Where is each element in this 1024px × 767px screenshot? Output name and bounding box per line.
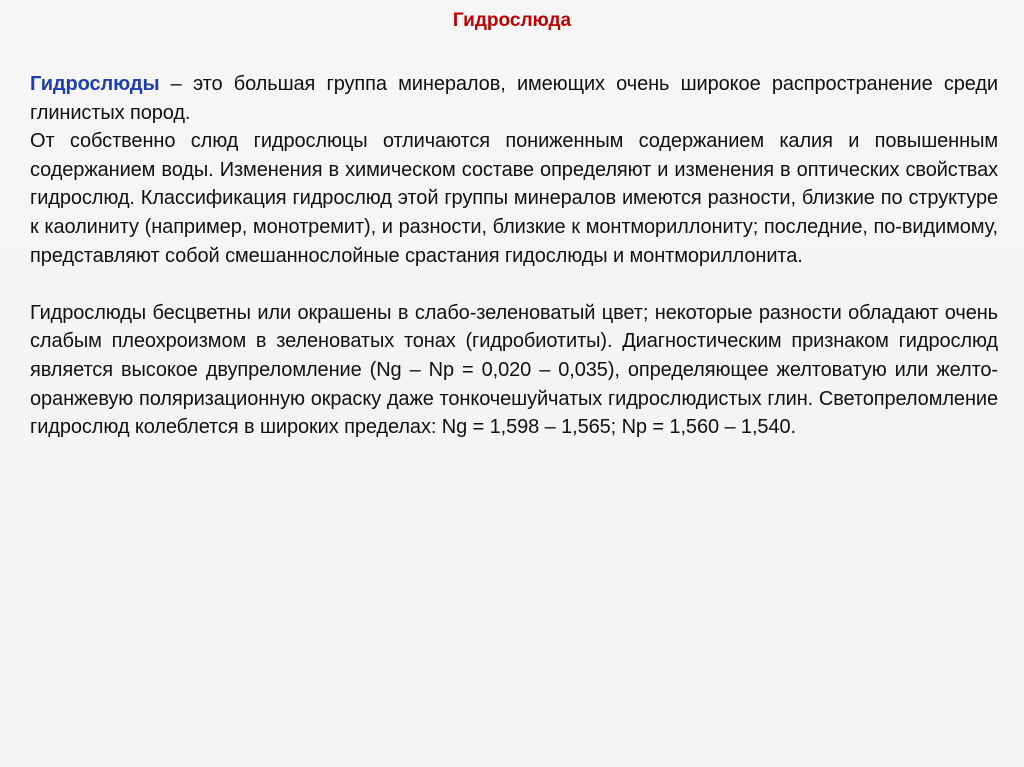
paragraph-optics: Гидрослюды бесцветны или окрашены в слабо-зеленоватый цвет; некоторые разности обладают очень слабым плеохроизмом в зеленоватых тонах (гидробиотиты). Диагностическим признаком гидрослюд является высокое двупреломление (Ng – Np = 0,020 – 0,035), определяющее желтоватую или желто-оранжевую поляризационную окраску даже тонкочешуйчатых гидрослюдистых глин. Светопреломление гидрослюд колеблется в широких пределах: Ng = 1,598 – 1,565; Np = 1,560 – 1,540.: [30, 301, 998, 439]
definition-text: – это большая группа минералов, имеющих очень широкое распространение среди глинистых пород.: [30, 73, 998, 124]
slide-content: [30, 70, 998, 442]
slide-title: Гидрослюда: [452, 10, 572, 31]
term-highlight: Гидрослюды: [30, 73, 160, 95]
paragraph-composition: От собственно слюд гидрослюцы отличаются пониженным содержанием калия и повышенным содержанием воды. Изменения в химическом составе определяют и изменения в оптических свойствах гидрослюд. Классификация гидрослюд этой группы минералов имеются разности, близкие по структуре к каолиниту (например, монотремит), и разности, близкие к монтмориллониту; последние, по-видимому, представляют собой смешаннослойные срастания гидослюды и монтмориллонита.: [30, 130, 998, 267]
paragraph-definition: [30, 70, 998, 127]
paragraph-gap: [30, 270, 998, 299]
